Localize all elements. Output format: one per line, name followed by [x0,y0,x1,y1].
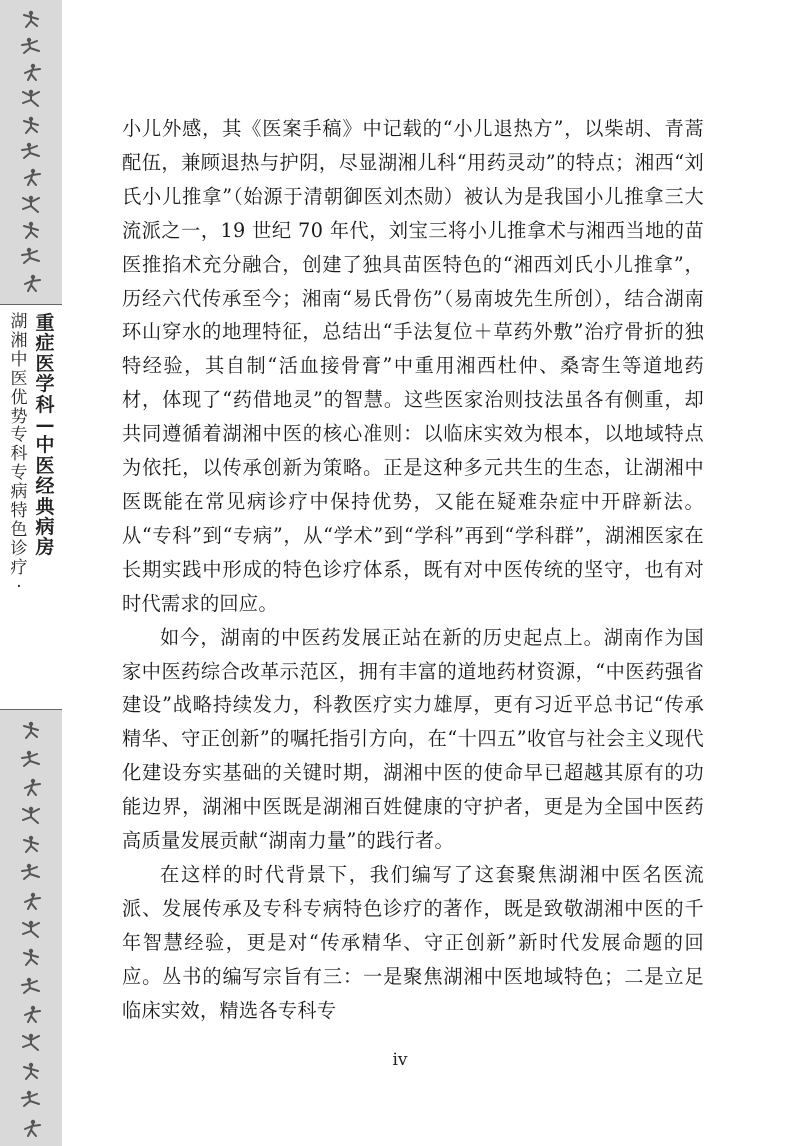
spine-char: 重 [35,312,55,334]
spine-char: 势 [10,406,28,427]
sidebar [0,0,62,1146]
spine-char: 经 [35,475,55,498]
spine-char: 科 [10,444,28,465]
kungfu-figure-icon [16,1061,46,1081]
spine-char: 湘 [10,330,28,351]
kungfu-figure-icon [16,36,46,56]
kungfu-figure-icon [16,141,46,161]
kungfu-figure-icon [16,167,46,187]
spine-char: 疗 [10,557,28,578]
figure-strip-bottom [0,716,62,1142]
kungfu-figure-icon [16,891,46,911]
spine-series-title [9,313,29,597]
kungfu-figure-icon [16,88,46,108]
spine-char: 优 [10,387,28,408]
kungfu-figure-icon [16,220,46,240]
kungfu-figure-icon [16,62,46,82]
spine-char: 病 [10,482,28,503]
spine-char: 病 [35,516,55,539]
spine-char: 医 [10,368,28,389]
kungfu-figure-icon [16,976,46,996]
kungfu-figure-icon [16,720,46,740]
kungfu-figure-icon [16,1032,46,1052]
kungfu-figure-icon [16,246,46,266]
spine-char: 医 [35,454,55,477]
spine-char: · [16,576,22,597]
spine-char: 专 [10,425,28,446]
spine-volume-title [35,313,55,558]
spine-char: 医 [35,352,55,375]
kungfu-figure-icon [16,1089,46,1109]
spine-title [0,304,62,710]
kungfu-figure-icon [16,115,46,135]
kungfu-figure-icon [16,947,46,967]
kungfu-figure-icon [16,1118,46,1138]
spine-char: 症 [35,332,55,355]
kungfu-figure-icon [16,777,46,797]
kungfu-figure-icon [16,194,46,214]
spine-char: 房 [35,536,55,559]
kungfu-figure-icon [16,805,46,825]
kungfu-figure-icon [16,1004,46,1024]
spine-char: 特 [10,501,28,522]
spine-char: — [35,414,55,437]
spine-char: 中 [35,434,55,457]
paragraph-1: 小儿外感，其《医案手稿》中记载的“小儿退热方”，以柴胡、青蒿配伍，兼顾退热与护阴，尽显湖湘儿科“用药灵动”的特点；湘西“刘氏小儿推拿”（始源于清朝御医刘杰勋）被认为是我国小儿推拿三大流派之一，19 世纪 70 年代，刘宝三将小儿推拿术与湘西当地的苗医推掐术充分融合，创建了独具苗医特色的“湘西刘氏小儿推拿”，历经六代传承至今；湘南“易氏骨伤”（易南坡先生所创），结合湖南环山穿水的地理特征，总结出“手法复位＋草药外敷”治疗骨折的独特经验，其自制“活血接骨膏”中重用湘西杜仲、桑寄生等道地药材，体现了“药借地灵”的智慧。这些医家治则技法虽各有侧重，却共同遵循着湖湘中医的核心准则：以临床实效为根本，以地域特点为依托，以传承创新为策略。正是这种多元共生的生态，让湖湘中医既能在常见病诊疗中保持优势，又能在疑难杂症中开辟新法。从“专科”到“专病”，从“学术”到“学科”再到“学科群”，湖湘医家在长期实践中形成的特色诊疗体系，既有对中医传统的坚守，也有对时代需求的回应。 [122,117,704,615]
spine-char: 学 [35,373,55,396]
kungfu-figure-icon [16,919,46,939]
paragraph-2: 如今，湖南的中医药发展正站在新的历史起点上。湖南作为国家中医药综合改革示范区，拥有丰富的道地药材资源，“中医药强省建设”战略持续发力，科教医疗实力雄厚，更有习近平总书记“传承精华、守正创新”的嘱托指引方向，在“十四五”收官与社会主义现代化建设夯实基础的关键时期，湖湘中医的使命早已超越其原有的功能边界，湖湘中医既是湖湘百姓健康的守护者，更是为全国中医药高质量发展贡献“湖南力量”的践行者。 [122,625,704,853]
spine-char: 诊 [10,538,28,559]
spine-char: 科 [35,393,55,416]
kungfu-figure-icon [16,862,46,882]
kungfu-figure-icon [16,273,46,293]
spine-char: 中 [10,349,28,370]
spine-char: 专 [10,463,28,484]
body-text [122,112,704,1027]
spine-char: 典 [35,495,55,518]
kungfu-figure-icon [16,749,46,769]
paragraph-3: 在这样的时代背景下，我们编写了这套聚焦湖湘中医名医流派、发展传承及专科专病特色诊疗的著作，既是致敬湖湘中医的千年智慧经验，更是对“传承精华、守正创新”新时代发展命题的回应。丛书的编写宗旨有三：一是聚焦湖湘中医地域特色；二是立足临床实效，精选各专科专 [122,862,704,1022]
kungfu-figure-icon [16,9,46,29]
spine-char: 色 [10,519,28,540]
figure-strip-top [0,6,62,296]
page-number: iv [392,1050,408,1070]
kungfu-figure-icon [16,834,46,854]
spine-char: 湖 [10,312,28,332]
